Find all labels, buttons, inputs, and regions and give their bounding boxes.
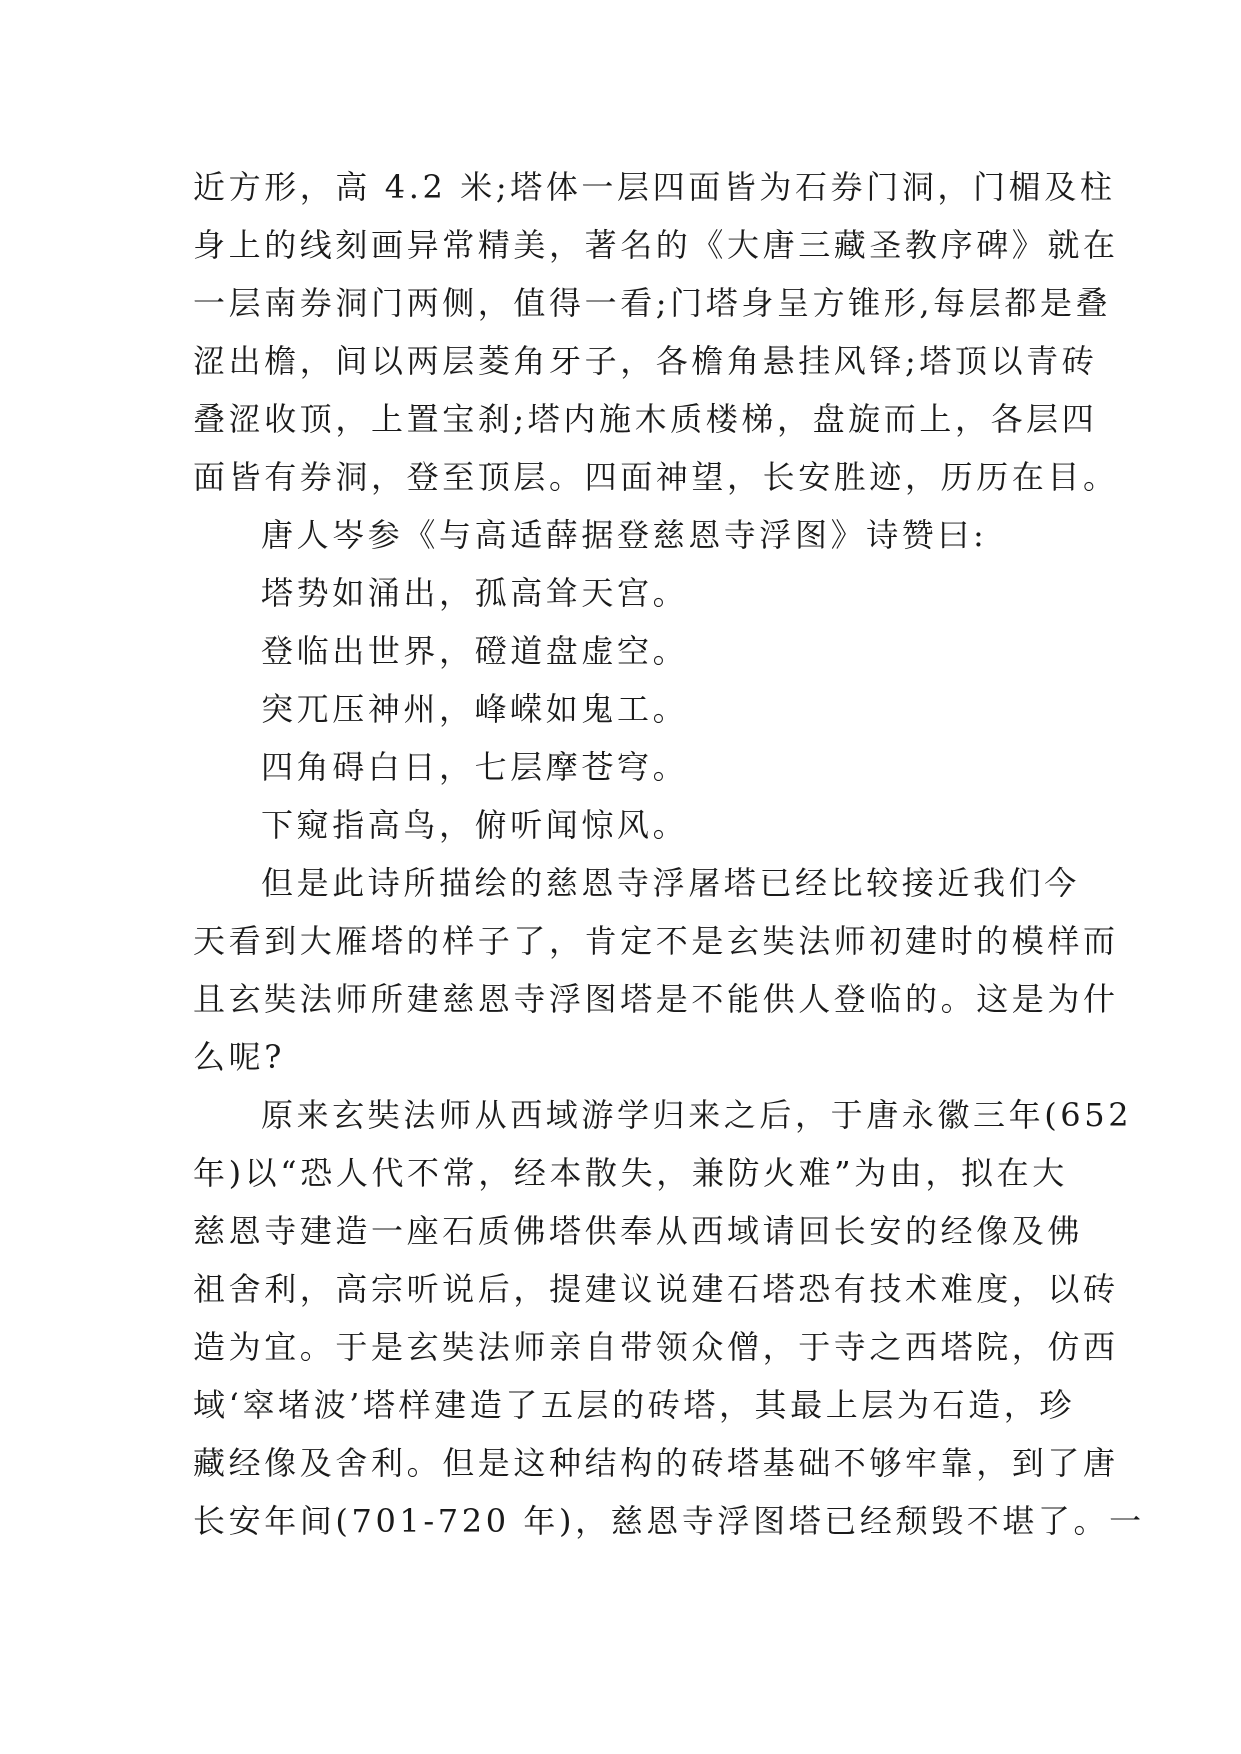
text-line: 近方形，高 4.2 米;塔体一层四面皆为石券门洞，门楣及柱 xyxy=(193,168,1116,206)
paragraph-2 xyxy=(193,854,1119,1086)
poem-line: 登临出世界，磴道盘虚空。 xyxy=(261,632,689,670)
poem-line: 突兀压神州，峰嵘如鬼工。 xyxy=(261,690,689,728)
text-line: 造为宜。于是玄奘法师亲自带领众僧，于寺之西塔院，仿西 xyxy=(193,1328,1119,1366)
text-line: 但是此诗所描绘的慈恩寺浮屠塔已经比较接近我们今 xyxy=(261,864,1080,902)
text-line: 一层南券洞门两侧，值得一看;门塔身呈方锥形,每层都是叠 xyxy=(193,284,1112,322)
text-line: 叠涩收顶，上置宝刹;塔内施木质楼梯，盘旋而上，各层四 xyxy=(193,400,1098,438)
poem xyxy=(193,564,1053,854)
paragraph-1 xyxy=(193,158,1119,506)
document-body xyxy=(193,158,1145,1550)
paragraph-3 xyxy=(193,1086,1145,1550)
text-line: 天看到大雁塔的样子了，肯定不是玄奘法师初建时的模样而 xyxy=(193,922,1119,960)
text-line: 慈恩寺建造一座石质佛塔供奉从西域请回长安的经像及佛 xyxy=(193,1212,1084,1250)
text-line: 原来玄奘法师从西域游学归来之后，于唐永徽三年(652 xyxy=(261,1096,1133,1134)
poem-line: 下窥指高鸟，俯听闻惊风。 xyxy=(261,806,689,844)
poem-line: 塔势如涌出，孤高耸天宫。 xyxy=(261,574,689,612)
text-line: 涩出檐，间以两层菱角牙子，各檐角悬挂风铎;塔顶以青砖 xyxy=(193,342,1098,380)
text-line: 藏经像及舍利。但是这种结构的砖塔基础不够牢靠，到了唐 xyxy=(193,1444,1119,1482)
text-line: 身上的线刻画异常精美，著名的《大唐三藏圣教序碑》就在 xyxy=(193,226,1119,264)
text-line: 域‘窣堵波’塔样建造了五层的砖塔，其最上层为石造，珍 xyxy=(193,1386,1075,1424)
text-line: 长安年间(701-720 年)，慈恩寺浮图塔已经颓毁不堪了。一 xyxy=(193,1502,1145,1540)
text-line: 年)以“恐人代不常，经本散失，兼防火难”为由，拟在大 xyxy=(193,1154,1068,1192)
text-line: 且玄奘法师所建慈恩寺浮图塔是不能供人登临的。这是为什 xyxy=(193,980,1119,1018)
poem-intro: 唐人岑参《与高适薛据登慈恩寺浮图》诗赞曰: xyxy=(261,516,988,554)
poem-line: 四角碍白日，七层摩苍穹。 xyxy=(261,748,689,786)
text-line: 面皆有券洞，登至顶层。四面神望，长安胜迹，历历在目。 xyxy=(193,458,1119,496)
text-line: 么呢? xyxy=(193,1038,285,1076)
text-line: 祖舍利，高宗听说后，提建议说建石塔恐有技术难度，以砖 xyxy=(193,1270,1119,1308)
